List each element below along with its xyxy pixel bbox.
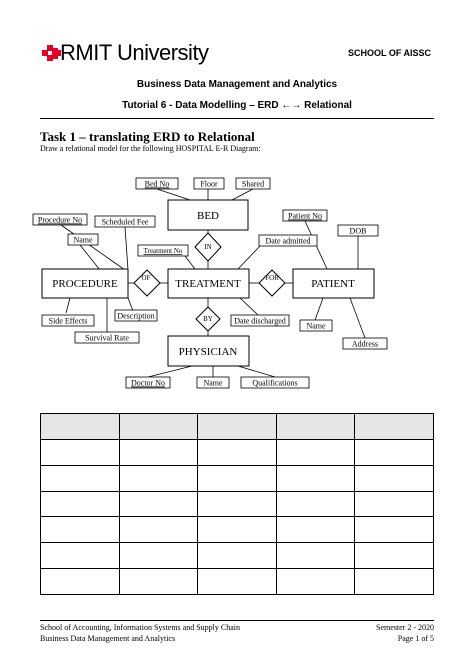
table-cell[interactable] xyxy=(198,439,277,465)
course-title: Business Data Management and Analytics xyxy=(136,79,338,90)
table-cell[interactable] xyxy=(276,439,355,465)
table-cell[interactable] xyxy=(119,491,198,517)
table-cell[interactable] xyxy=(276,465,355,491)
table-cell[interactable] xyxy=(355,465,434,491)
entity-patient-label: PATIENT xyxy=(311,278,355,290)
table-cell[interactable] xyxy=(119,465,198,491)
attr-scheduled-fee: Scheduled Fee xyxy=(101,217,149,227)
task-instruction: Draw a relational model for the following HOSPITAL E-R Diagram: xyxy=(40,144,261,153)
attr-side-effects: Side Effects xyxy=(48,316,88,326)
attr-shared: Shared xyxy=(241,179,265,189)
logo-brand: RMIT University xyxy=(60,40,209,65)
attr-date-admitted: Date admitted xyxy=(265,236,311,246)
attr-survival-rate: Survival Rate xyxy=(85,333,129,343)
table-row xyxy=(41,569,434,595)
table-row xyxy=(41,517,434,543)
task-heading: Task 1 – translating ERD to Relational xyxy=(40,129,255,144)
attr-procedure-no: Procedure No xyxy=(37,215,83,225)
footer-course: Business Data Management and Analytics xyxy=(40,634,176,643)
header-cell[interactable] xyxy=(276,414,355,440)
table-cell[interactable] xyxy=(41,465,120,491)
footer-left xyxy=(40,622,240,644)
header-cell[interactable] xyxy=(41,414,120,440)
entity-treatment-label: TREATMENT xyxy=(175,278,241,290)
table-cell[interactable] xyxy=(41,569,120,595)
header-cell[interactable] xyxy=(198,414,277,440)
relationship-by-label: BY xyxy=(203,315,213,323)
table-row xyxy=(41,491,434,517)
hospital-er-diagram xyxy=(0,170,474,400)
attr-physician-name: Name xyxy=(203,378,223,388)
attr-qualifications: Qualifications xyxy=(252,378,298,388)
table-cell[interactable] xyxy=(355,439,434,465)
table-row xyxy=(41,439,434,465)
attr-bed-no: Bed No xyxy=(144,179,170,189)
table-cell[interactable] xyxy=(198,517,277,543)
table-cell[interactable] xyxy=(276,517,355,543)
answer-table xyxy=(40,413,434,595)
attr-doctor-no: Doctor No xyxy=(131,378,165,388)
attr-dob: DOB xyxy=(349,226,367,236)
footer-school: School of Accounting, Information Systems and Supply Chain xyxy=(40,623,240,632)
table-cell[interactable] xyxy=(198,465,277,491)
rmit-pixel-mark-icon xyxy=(42,43,62,65)
attr-procedure-name: Name xyxy=(73,235,93,245)
table-cell[interactable] xyxy=(276,569,355,595)
header-divider xyxy=(40,118,434,119)
table-cell[interactable] xyxy=(119,543,198,569)
attr-patient-name: Name xyxy=(306,321,326,331)
table-cell[interactable] xyxy=(41,543,120,569)
table-row xyxy=(41,465,434,491)
table-row xyxy=(41,543,434,569)
table-cell[interactable] xyxy=(198,569,277,595)
school-name: SCHOOL OF AISSC xyxy=(347,48,431,58)
relationship-for-label: FOR xyxy=(265,274,279,282)
relationship-of-label: OF xyxy=(141,274,151,282)
footer-divider xyxy=(40,620,434,621)
attr-floor: Floor xyxy=(200,179,218,189)
answer-table-header-row xyxy=(41,414,434,440)
footer-right xyxy=(376,622,434,644)
table-cell[interactable] xyxy=(41,491,120,517)
table-cell[interactable] xyxy=(276,491,355,517)
attr-description: Description xyxy=(117,311,155,321)
footer-semester: Semester 2 - 2020 xyxy=(376,623,434,632)
attr-patient-no: Patient No xyxy=(288,211,322,221)
table-cell[interactable] xyxy=(119,569,198,595)
table-cell[interactable] xyxy=(355,517,434,543)
entity-procedure-label: PROCEDURE xyxy=(52,278,118,290)
table-cell[interactable] xyxy=(41,439,120,465)
attr-date-discharged: Date discharged xyxy=(234,316,286,326)
entity-physician-label: PHYSICIAN xyxy=(178,346,238,358)
table-cell[interactable] xyxy=(355,491,434,517)
table-cell[interactable] xyxy=(355,543,434,569)
attr-treatment-no: Treatment No xyxy=(143,247,183,255)
table-cell[interactable] xyxy=(276,543,355,569)
table-cell[interactable] xyxy=(119,517,198,543)
header-cell[interactable] xyxy=(119,414,198,440)
table-cell[interactable] xyxy=(355,569,434,595)
relationship-in-label: IN xyxy=(204,243,212,251)
table-cell[interactable] xyxy=(198,543,277,569)
entity-bed-label: BED xyxy=(197,210,219,222)
footer-page-number: Page 1 of 5 xyxy=(397,634,434,643)
table-cell[interactable] xyxy=(41,517,120,543)
attr-address: Address xyxy=(351,339,379,349)
table-cell[interactable] xyxy=(198,491,277,517)
header-cell[interactable] xyxy=(355,414,434,440)
table-cell[interactable] xyxy=(119,439,198,465)
tutorial-title: Tutorial 6 - Data Modelling – ERD ←→ Relational xyxy=(122,100,352,111)
